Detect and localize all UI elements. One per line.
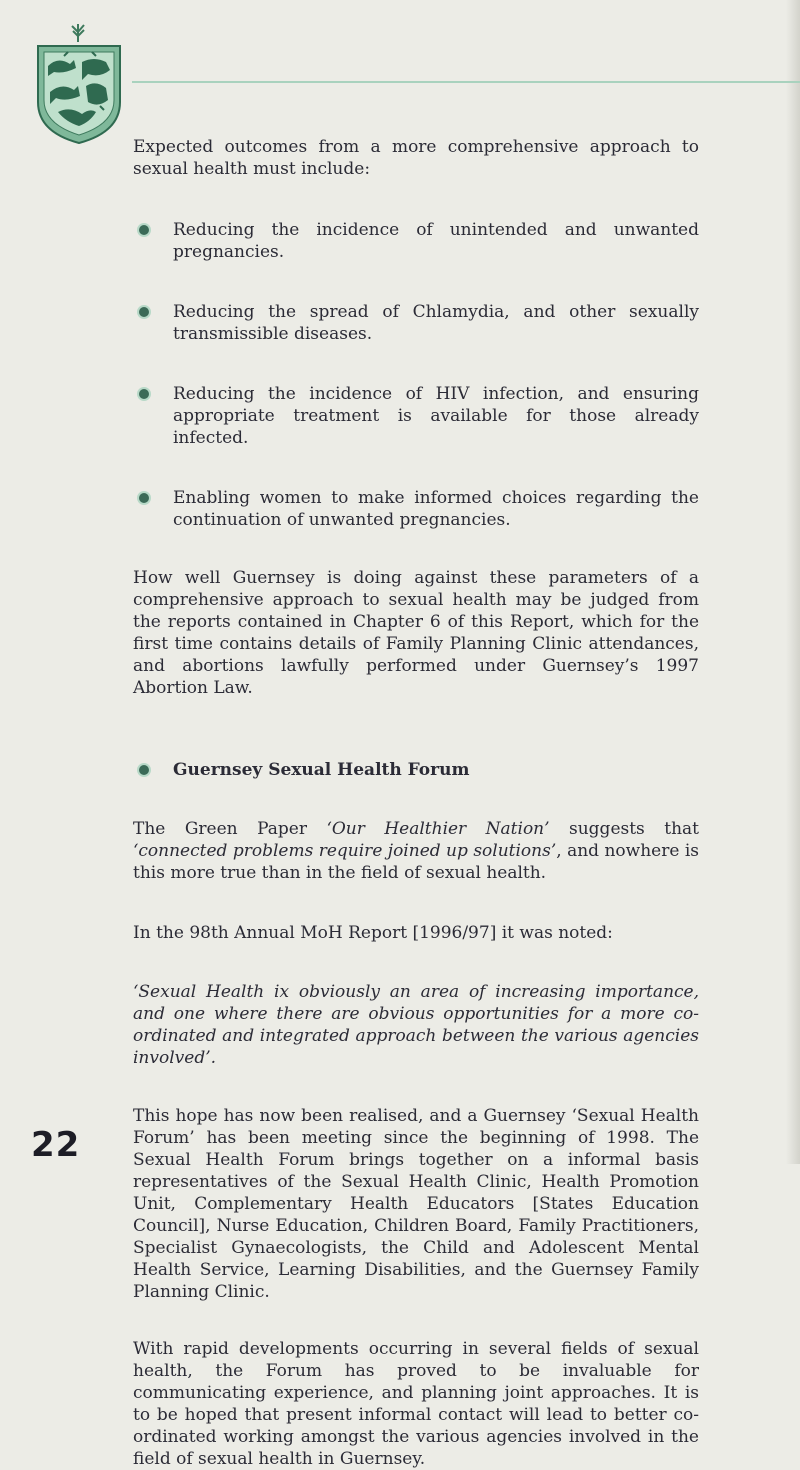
outcomes-list [133, 219, 699, 531]
bullet-icon [137, 387, 151, 401]
intro-paragraph: Expected outcomes from a more comprehensive approach to sexual health must include: [133, 137, 699, 179]
body-paragraph: In the 98th Annual MoH Report [1996/97] it was noted: [133, 923, 613, 943]
bullet-icon [137, 491, 151, 505]
list-item-text: Enabling women to make informed choices regarding the continuation of unwanted pregnancies. [173, 488, 699, 530]
body-paragraph: This hope has now been realised, and a Guernsey ‘Sexual Health Forum’ has been meeting since the beginning of 1998. The Sexual Health Forum brings together on a informal basis representatives of the Sexual Health Clinic, Health Promotion Unit, Complementary Health Educators [States Education Council], Nurse Education, Children Board, Family Practitioners, Specialist Gynaecologists, the Child and Adolescent Mental Health Service, Learning Disabilities, and the Guernsey Family Planning Clinic. [133, 1106, 699, 1302]
text-span: suggests that [549, 819, 700, 839]
green-paper-paragraph [133, 818, 699, 884]
quote-paragraph: ‘Sexual Health ix obviously an area of increasing importance, and one where there are obvious opportunities for a more co-ordinated and integrated approach between the various agencies involved’. [133, 982, 699, 1068]
page-edge-shadow [786, 0, 800, 1164]
list-item [133, 301, 699, 345]
list-item [133, 487, 699, 531]
page-content [133, 136, 699, 1470]
quoted-phrase: ‘connected problems require joined up solutions’ [133, 841, 557, 861]
text-span: , and nowhere is this more true than in the field of sexual health. [133, 841, 699, 883]
header-rule [132, 81, 800, 83]
body-paragraph: With rapid developments occurring in several fields of sexual health, the Forum has proved to be invaluable for communicating experience, and planning joint approaches. It is to be hoped that present informal contact will lead to better co-ordinated working amongst the various agencies involved in the field of sexual health in Guernsey. [133, 1339, 699, 1469]
page-number: 22 [31, 1125, 81, 1165]
guernsey-coat-of-arms-icon [34, 22, 124, 146]
bullet-icon [137, 305, 151, 319]
list-item-text: Reducing the incidence of HIV infection, and ensuring appropriate treatment is available for those already infected. [173, 384, 699, 448]
bullet-icon [137, 223, 151, 237]
list-item [133, 383, 699, 449]
section-heading-text: Guernsey Sexual Health Forum [173, 760, 470, 780]
section-heading [133, 759, 699, 781]
bullet-icon [137, 763, 151, 777]
green-paper-title: ‘Our Healthier Nation’ [326, 819, 550, 839]
list-item [133, 219, 699, 263]
list-item-text: Reducing the spread of Chlamydia, and other sexually transmissible diseases. [173, 302, 699, 344]
body-paragraph: How well Guernsey is doing against these parameters of a comprehensive approach to sexual health may be judged from the reports contained in Chapter 6 of this Report, which for the first time contains details of Family Planning Clinic attendances, and abortions lawfully performed under Guernsey’s 1997 Abortion Law. [133, 568, 699, 698]
list-item-text: Reducing the incidence of unintended and unwanted pregnancies. [173, 220, 699, 262]
text-span: The Green Paper [133, 819, 327, 839]
